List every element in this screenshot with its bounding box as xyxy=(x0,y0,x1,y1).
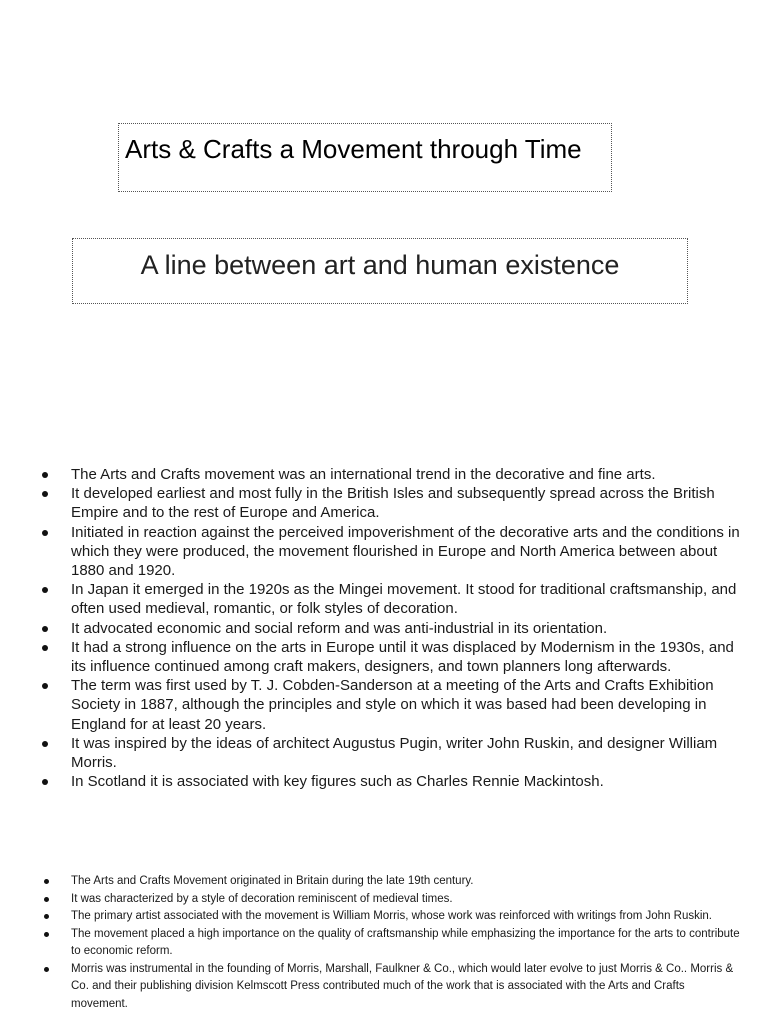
list-item-text: The Arts and Crafts movement was an international trend in the decorative and fine arts. xyxy=(71,466,656,483)
list-item-text: It developed earliest and most fully in the British Isles and subsequently spread across the British Empire and to the rest of Europe and America. xyxy=(71,485,715,522)
bullet-icon xyxy=(42,472,48,478)
document-title: Arts & Crafts a Movement through Time xyxy=(125,134,582,164)
bullet-icon xyxy=(42,530,48,536)
list-item xyxy=(0,772,740,791)
title-box xyxy=(118,123,612,192)
list-item xyxy=(0,580,740,618)
list-item-text: It was characterized by a style of decoration reminiscent of medieval times. xyxy=(71,892,453,905)
list-item-text: It was inspired by the ideas of architect Augustus Pugin, writer John Ruskin, and designer William Morris. xyxy=(71,734,718,772)
list-item xyxy=(0,961,740,1014)
bullet-icon xyxy=(42,683,48,689)
list-item xyxy=(0,638,740,676)
bullet-icon xyxy=(42,587,48,593)
list-item xyxy=(0,926,740,961)
list-item-text: In Japan it emerged in the 1920s as the Mingei movement. It stood for traditional craftsmanship, and often used medieval, romantic, or folk styles of decoration. xyxy=(71,581,737,618)
list-item xyxy=(0,619,740,638)
list-item xyxy=(0,891,740,909)
document-subtitle: A line between art and human existence xyxy=(140,250,620,280)
list-item xyxy=(0,873,740,891)
list-item xyxy=(0,465,740,484)
bullet-icon xyxy=(44,967,49,972)
list-item-text: It had a strong influence on the arts in Europe until it was displaced by Modernism in the 1930s, and its influence continued among craft makers, designers, and town planners long afterwards. xyxy=(71,638,734,676)
main-bullet-list xyxy=(0,465,740,791)
bullet-icon xyxy=(44,897,49,902)
list-item-text: Morris was instrumental in the founding of Morris, Marshall, Faulkner & Co., which would later evolve to just Morris & Co.. Morris & Co. and their publishing division Kelmscott Press contributed much of the work that is associated with the Arts and Crafts movement. xyxy=(71,962,734,1010)
list-item-text: It advocated economic and social reform and was anti-industrial in its orientation. xyxy=(71,619,608,637)
list-item-text: In Scotland it is associated with key figures such as Charles Rennie Mackintosh. xyxy=(71,773,604,791)
list-item-text: Initiated in reaction against the perceived impoverishment of the decorative arts and the conditions in which they were produced, the movement flourished in Europe and North America between about 1880 and 1920. xyxy=(71,523,740,580)
bullet-icon xyxy=(42,645,48,651)
list-item-text: The movement placed a high importance on the quality of craftsmanship while emphasizing the importance for the arts to contribute to economic reform. xyxy=(71,927,740,957)
list-item-text: The primary artist associated with the movement is William Morris, whose work was reinforced with writings from John Ruskin. xyxy=(71,910,713,922)
bullet-icon xyxy=(42,741,48,747)
bullet-icon xyxy=(44,932,49,937)
bullet-icon xyxy=(44,914,49,919)
subtitle-box xyxy=(72,238,688,304)
list-item xyxy=(0,734,740,772)
list-item-text: The term was first used by T. J. Cobden-Sanderson at a meeting of the Arts and Crafts Exhibition Society in 1887, although the principles and style on which it was based had been developing in England for at least 20 years. xyxy=(71,677,714,733)
list-item xyxy=(0,484,740,522)
bullet-icon xyxy=(42,491,48,497)
bullet-icon xyxy=(44,879,49,884)
list-item-text: The Arts and Crafts Movement originated in Britain during the late 19th century. xyxy=(71,875,474,887)
bullet-icon xyxy=(42,626,48,632)
list-item xyxy=(0,908,740,926)
bullet-icon xyxy=(42,779,48,785)
list-item xyxy=(0,523,740,581)
list-item xyxy=(0,676,740,734)
secondary-bullet-list xyxy=(0,873,740,1013)
